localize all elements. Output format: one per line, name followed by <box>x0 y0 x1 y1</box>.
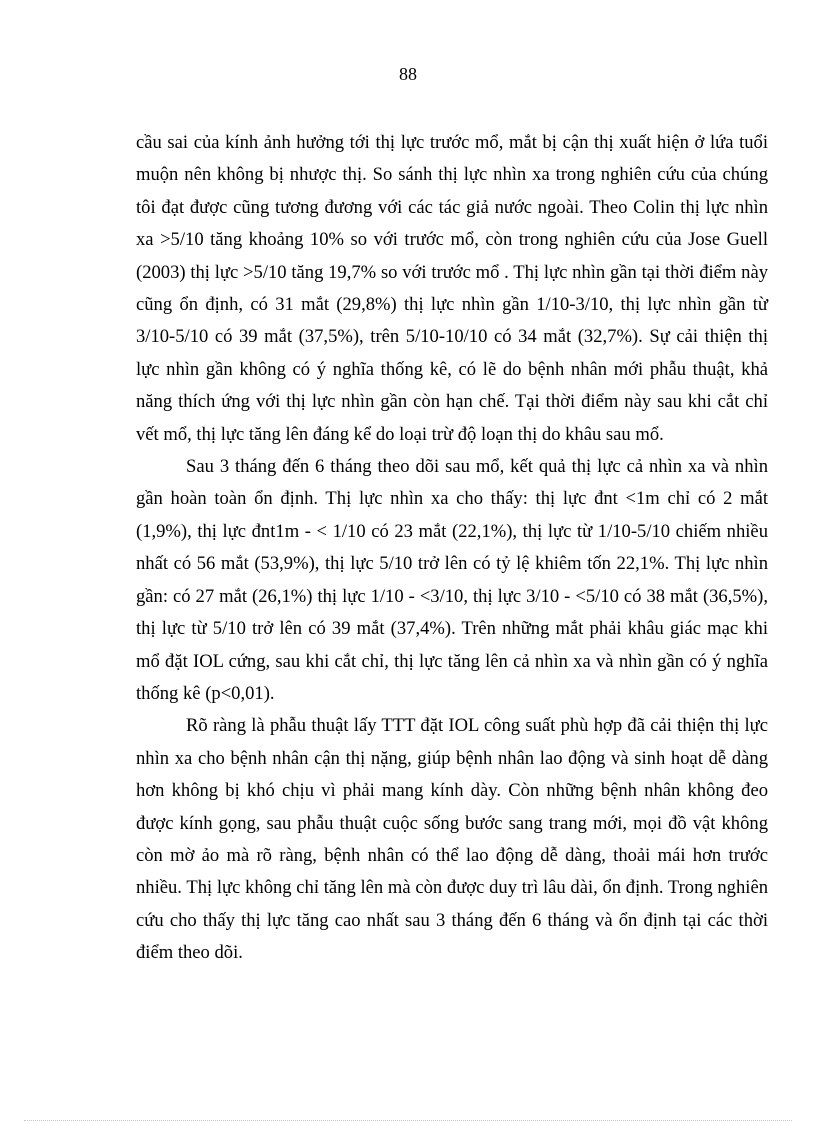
body-text <box>136 127 768 970</box>
page-bottom-rule <box>24 1120 792 1121</box>
paragraph-follow-up-results: Sau 3 tháng đến 6 tháng theo dõi sau mổ, kết quả thị lực cả nhìn xa và nhìn gần hoàn toàn ổn định. Thị lực nhìn xa cho thấy: thị lực đnt <1m chỉ có 2 mắt (1,9%), thị lực đnt1m - < 1/10 có 23 mắt (22,1%), thị lực từ 1/10-5/10 chiếm nhiều nhất có 56 mắt (53,9%), thị lực 5/10 trở lên có tỷ lệ khiêm tốn 22,1%. Thị lực nhìn gần: có 27 mắt (26,1%) thị lực 1/10 - <3/10, thị lực 3/10 - <5/10 có 38 mắt (36,5%), thị lực từ 5/10 trở lên có 39 mắt (37,4%). Trên những mắt phải khâu giác mạc khi mổ đặt IOL cứng, sau khi cắt chỉ, thị lực tăng lên cả nhìn xa và nhìn gần có ý nghĩa thống kê (p<0,01). <box>136 456 768 704</box>
paragraph-continuation: cầu sai của kính ảnh hưởng tới thị lực trước mổ, mắt bị cận thị xuất hiện ở lứa tuổi muộn nên không bị nhược thị. So sánh thị lực nhìn xa trong nghiên cứu của chúng tôi đạt được cũng tương đương với các tác giả nước ngoài. Theo Colin thị lực nhìn xa >5/10 tăng khoảng 10% so với trước mổ, còn trong nghiên cứu của Jose Guell (2003) thị lực >5/10 tăng 19,7% so với trước mổ . Thị lực nhìn gần tại thời điểm này cũng ổn định, có 31 mắt (29,8%) thị lực nhìn gần 1/10-3/10, thị lực nhìn gần từ 3/10-5/10 có 39 mắt (37,5%), trên 5/10-10/10 có 34 mắt (32,7%). Sự cải thiện thị lực nhìn gần không có ý nghĩa thống kê, có lẽ do bệnh nhân mới phẫu thuật, khả năng thích ứng với thị lực nhìn gần còn hạn chế. Tại thời điểm này sau khi cắt chỉ vết mổ, thị lực tăng lên đáng kể do loại trừ độ loạn thị do khâu sau mổ. <box>136 132 768 445</box>
paragraph-conclusion: Rõ ràng là phẫu thuật lấy TTT đặt IOL công suất phù hợp đã cải thiện thị lực nhìn xa cho bệnh nhân cận thị nặng, giúp bệnh nhân lao động và sinh hoạt dễ dàng hơn không bị khó chịu vì phải mang kính dày. Còn những bệnh nhân không đeo được kính gọng, sau phẫu thuật cuộc sống bước sang trang mới, mọi đồ vật không còn mờ ảo mà rõ ràng, bệnh nhân có thể lao động dễ dàng, thoải mái hơn trước nhiều. Thị lực không chỉ tăng lên mà còn được duy trì lâu dài, ổn định. Trong nghiên cứu cho thấy thị lực tăng cao nhất sau 3 tháng đến 6 tháng và ổn định tại các thời điểm theo dõi. <box>136 715 768 964</box>
page-number: 88 <box>399 64 417 84</box>
